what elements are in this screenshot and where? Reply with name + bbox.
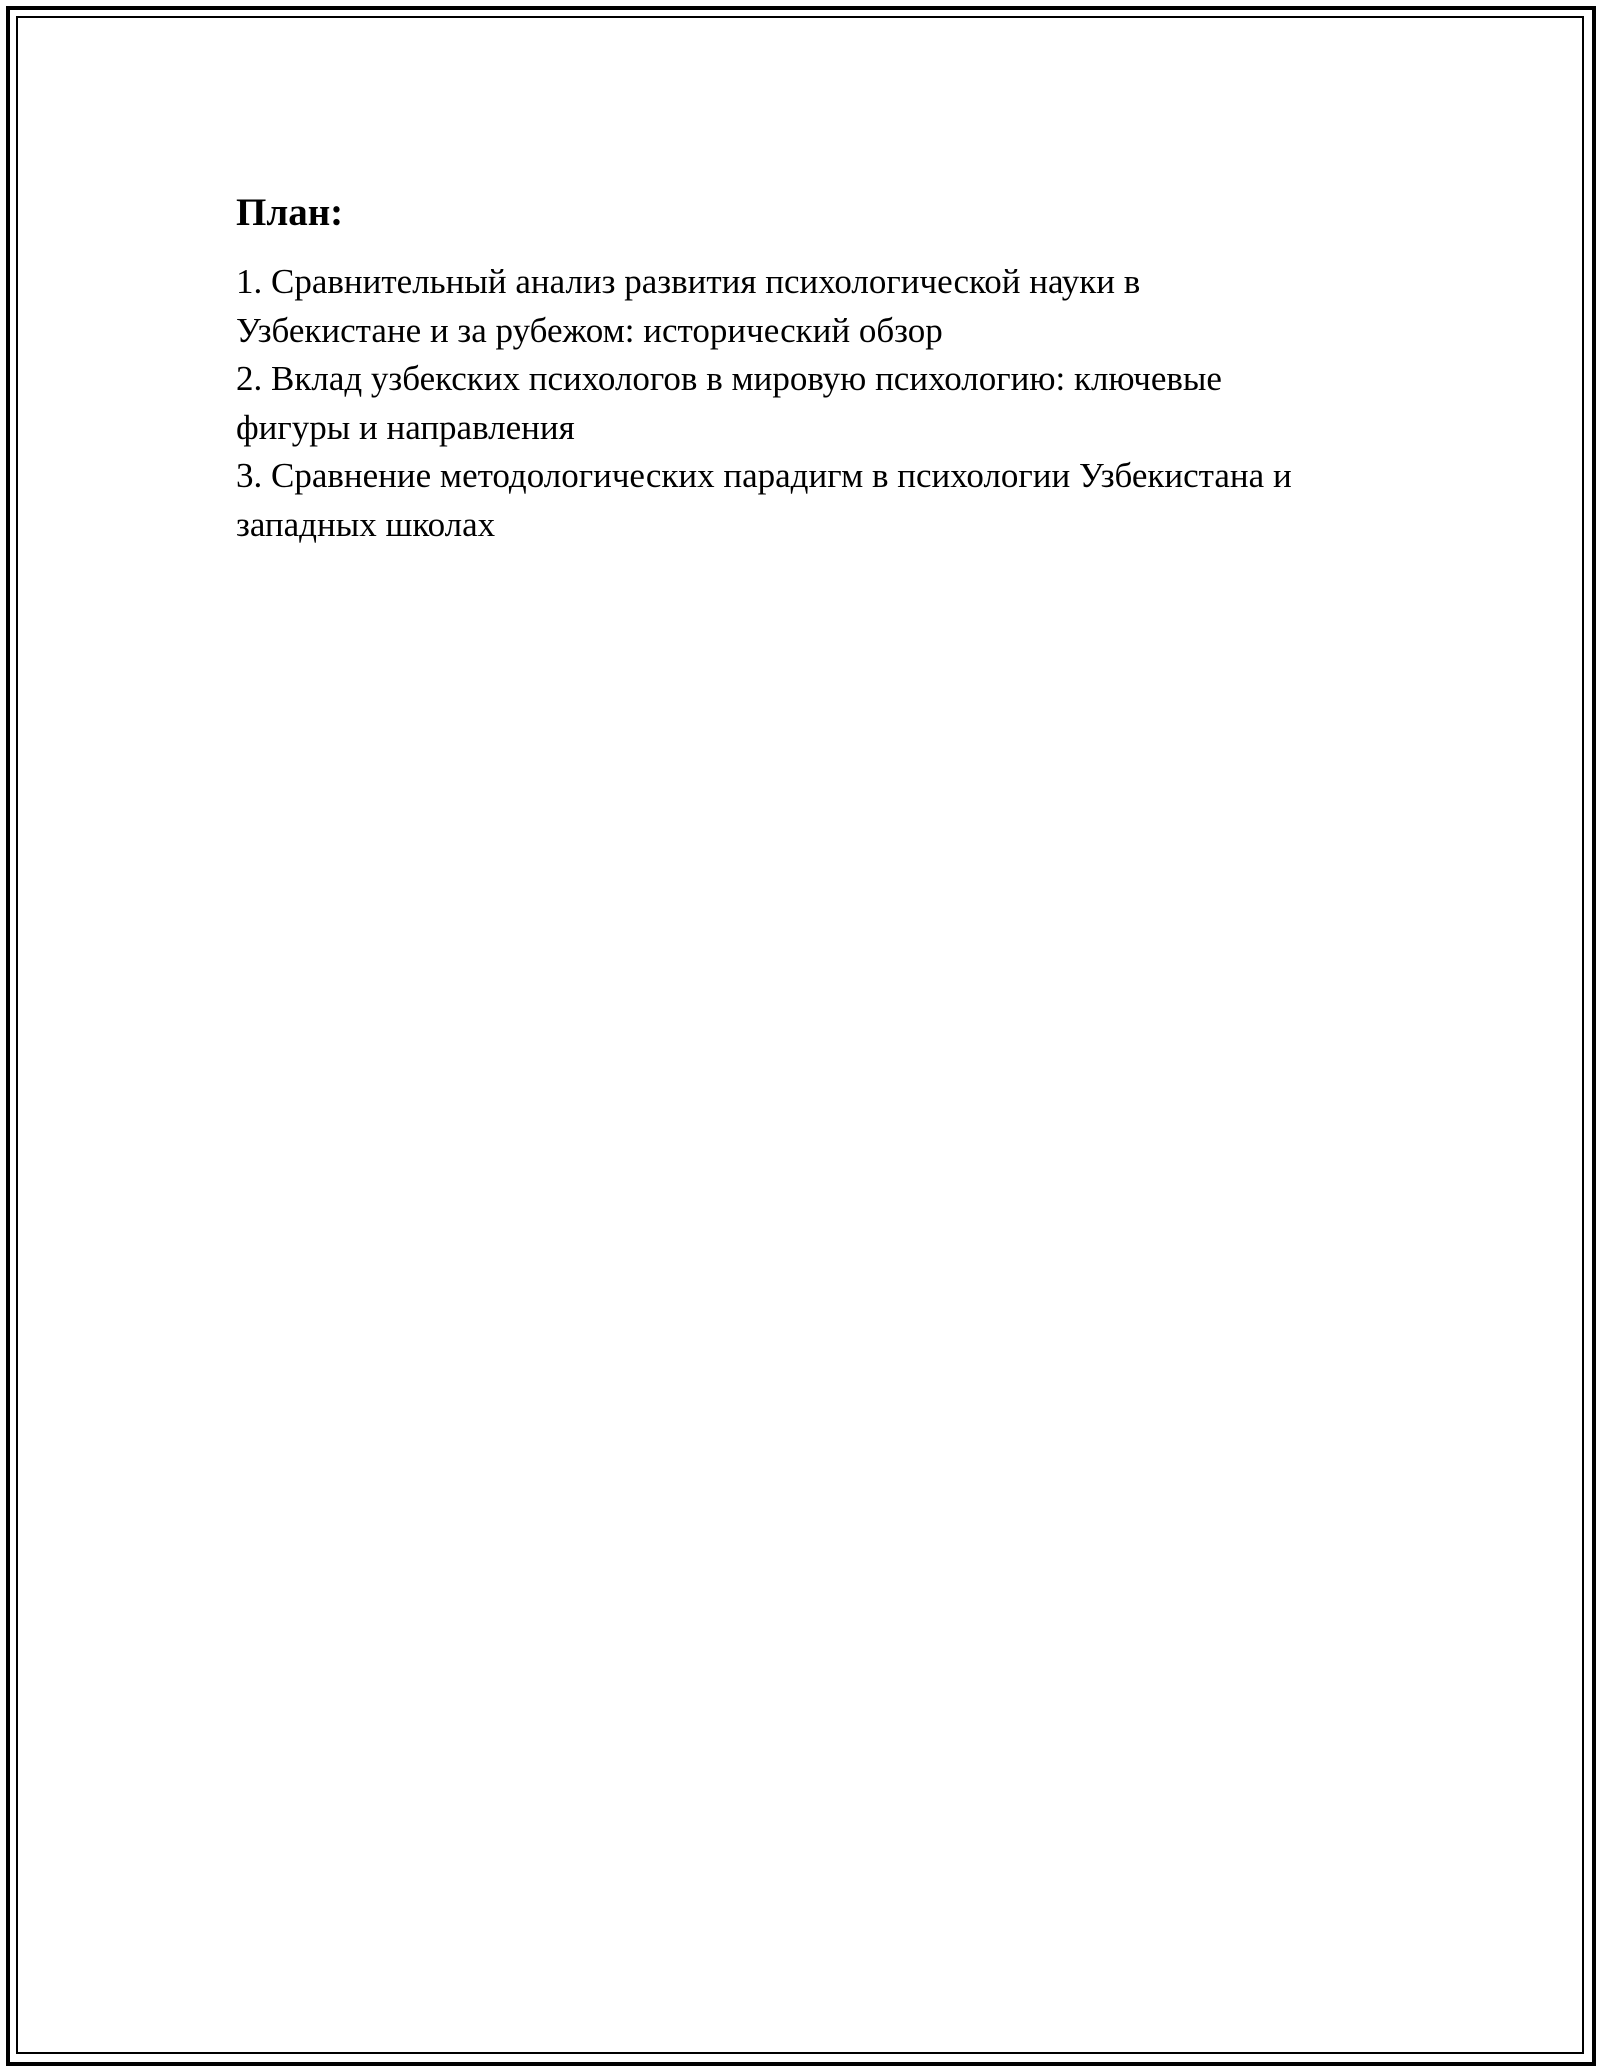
plan-item-2-line-1: 2. Вклад узбекских психологов в мировую психологию: ключевые [236, 359, 1222, 398]
page-title: План: [236, 191, 344, 234]
plan-item-3-line-2: западных школах [236, 504, 496, 544]
document-content [236, 186, 1376, 549]
plan-item-1-line-2: Узбекистане и за рубежом: исторический обзор [236, 310, 943, 350]
plan-item-3 [236, 452, 1376, 549]
plan-item-1 [236, 258, 1376, 355]
plan-item-2-line-2: фигуры и направления [236, 407, 575, 447]
plan-item-3-line-1: 3. Сравнение методологических парадигм в психологии Узбекистана и [236, 456, 1292, 495]
plan-list [236, 258, 1376, 549]
plan-item-2 [236, 355, 1376, 452]
plan-item-1-line-1: 1. Сравнительный анализ развития психологической науки в [236, 262, 1141, 301]
